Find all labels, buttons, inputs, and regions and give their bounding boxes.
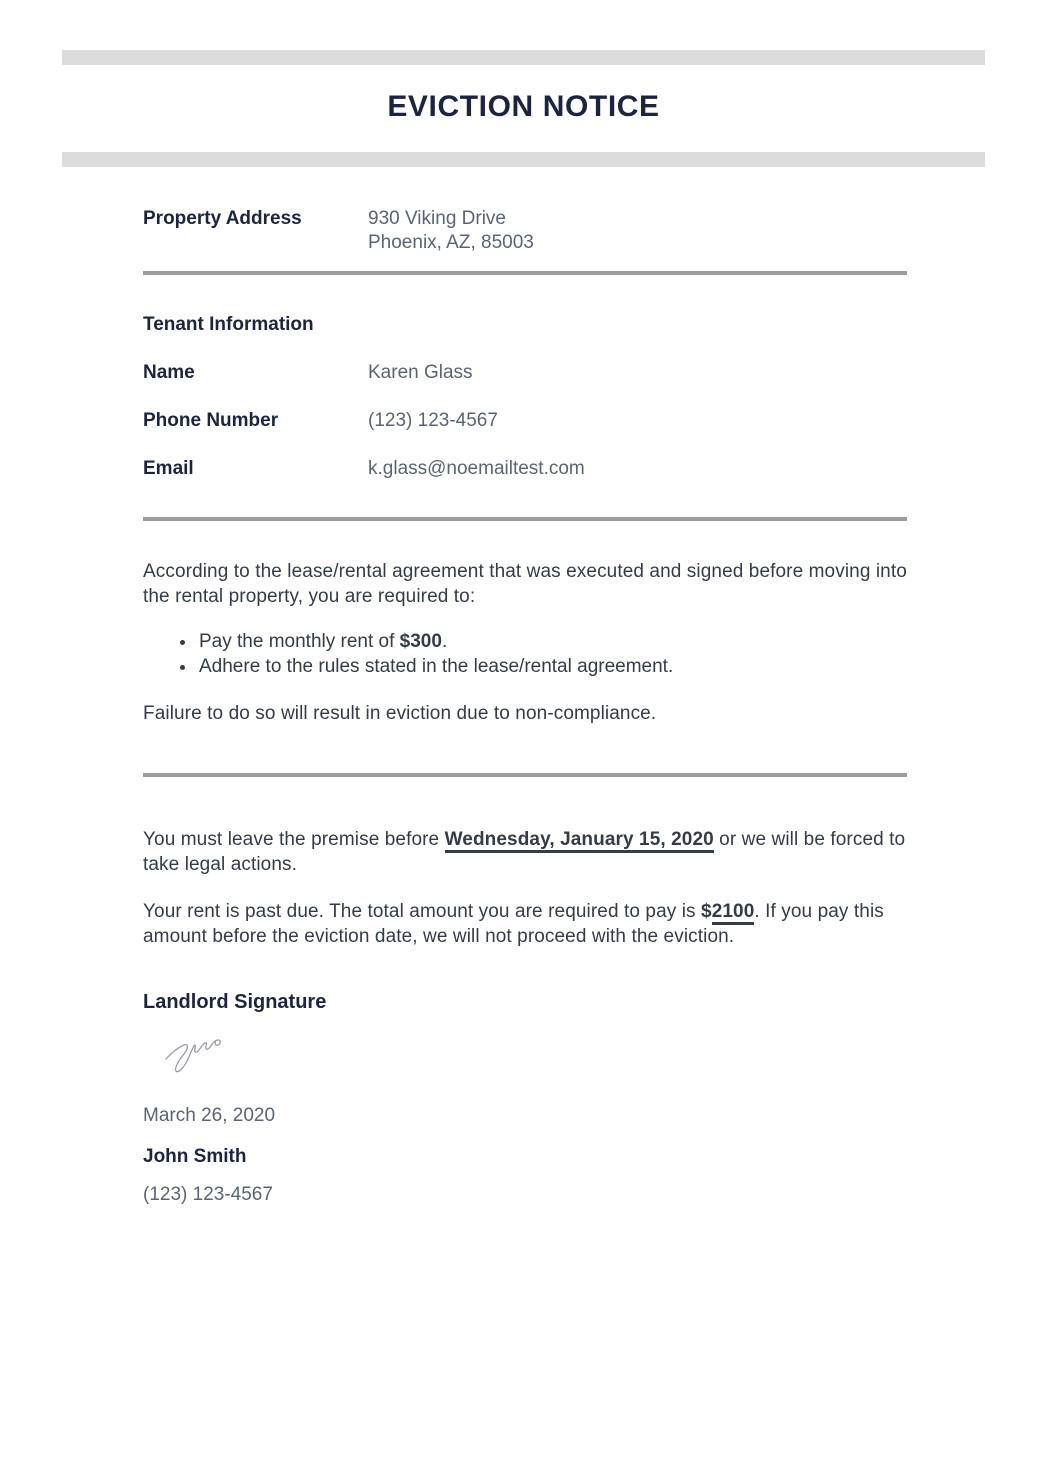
landlord-signature-scribble [163,1032,227,1076]
past-due-paragraph [143,899,907,949]
tenant-email-value: k.glass@noemailtest.com [368,458,585,479]
leave-prefix-text: You must leave the premise before [143,829,445,850]
obligation-rent-item [197,629,907,654]
landlord-phone: (123) 123-4567 [143,1183,273,1205]
tenant-email-label: Email [143,458,194,479]
obligation-rent-suffix: . [441,631,448,652]
rent-prefix-text: Your rent is past due. The total amount you are required to pay is [143,901,702,922]
amount-due: 2100 [712,901,755,925]
eviction-date: Wednesday, January 15, 2020 [445,829,714,853]
section-divider [143,517,907,521]
failure-paragraph: Failure to do so will result in eviction due to non-compliance. [143,703,657,724]
landlord-name: John Smith [143,1145,247,1167]
section-divider [143,271,907,275]
leave-suffix-text: or we will be forced to take legal actions. [143,829,906,875]
property-address-value [368,207,534,255]
leave-premise-paragraph [143,827,907,877]
rent-suffix-text: . If you pay this amount before the eviction date, we will not proceed with the eviction. [143,901,884,947]
page-title: EVICTION NOTICE [387,90,660,123]
tenant-information-heading: Tenant Information [143,314,314,335]
decorative-bar-under-title [62,152,985,167]
obligation-rent-prefix: Pay the monthly rent of [199,631,400,652]
document-body [143,207,907,1207]
tenant-phone-value: (123) 123-4567 [368,410,498,431]
tenant-name-row [143,361,907,385]
monthly-rent-amount: $300 [399,631,442,652]
tenant-name-value: Karen Glass [368,362,473,383]
obligations-list [143,629,907,679]
tenant-email-row [143,457,907,481]
property-address-line2: Phoenix, AZ, 85003 [368,232,534,253]
property-address-label: Property Address [143,208,302,229]
property-address-line1: 930 Viking Drive [368,208,507,229]
tenant-name-label: Name [143,362,195,383]
signature-date: March 26, 2020 [143,1104,276,1126]
decorative-bar-top [62,50,985,65]
landlord-signature-heading: Landlord Signature [143,991,327,1013]
amount-currency-sign: $ [701,901,712,922]
tenant-phone-label: Phone Number [143,410,279,431]
section-divider [143,773,907,777]
obligation-rules-item: • Adhere to the rules stated in the lease/rental agreement. [197,654,907,679]
tenant-phone-row [143,409,907,433]
property-address-row [143,207,907,255]
agreement-intro-paragraph: According to the lease/rental agreement that was executed and signed before moving into the rental property, you are required to: [143,561,907,607]
